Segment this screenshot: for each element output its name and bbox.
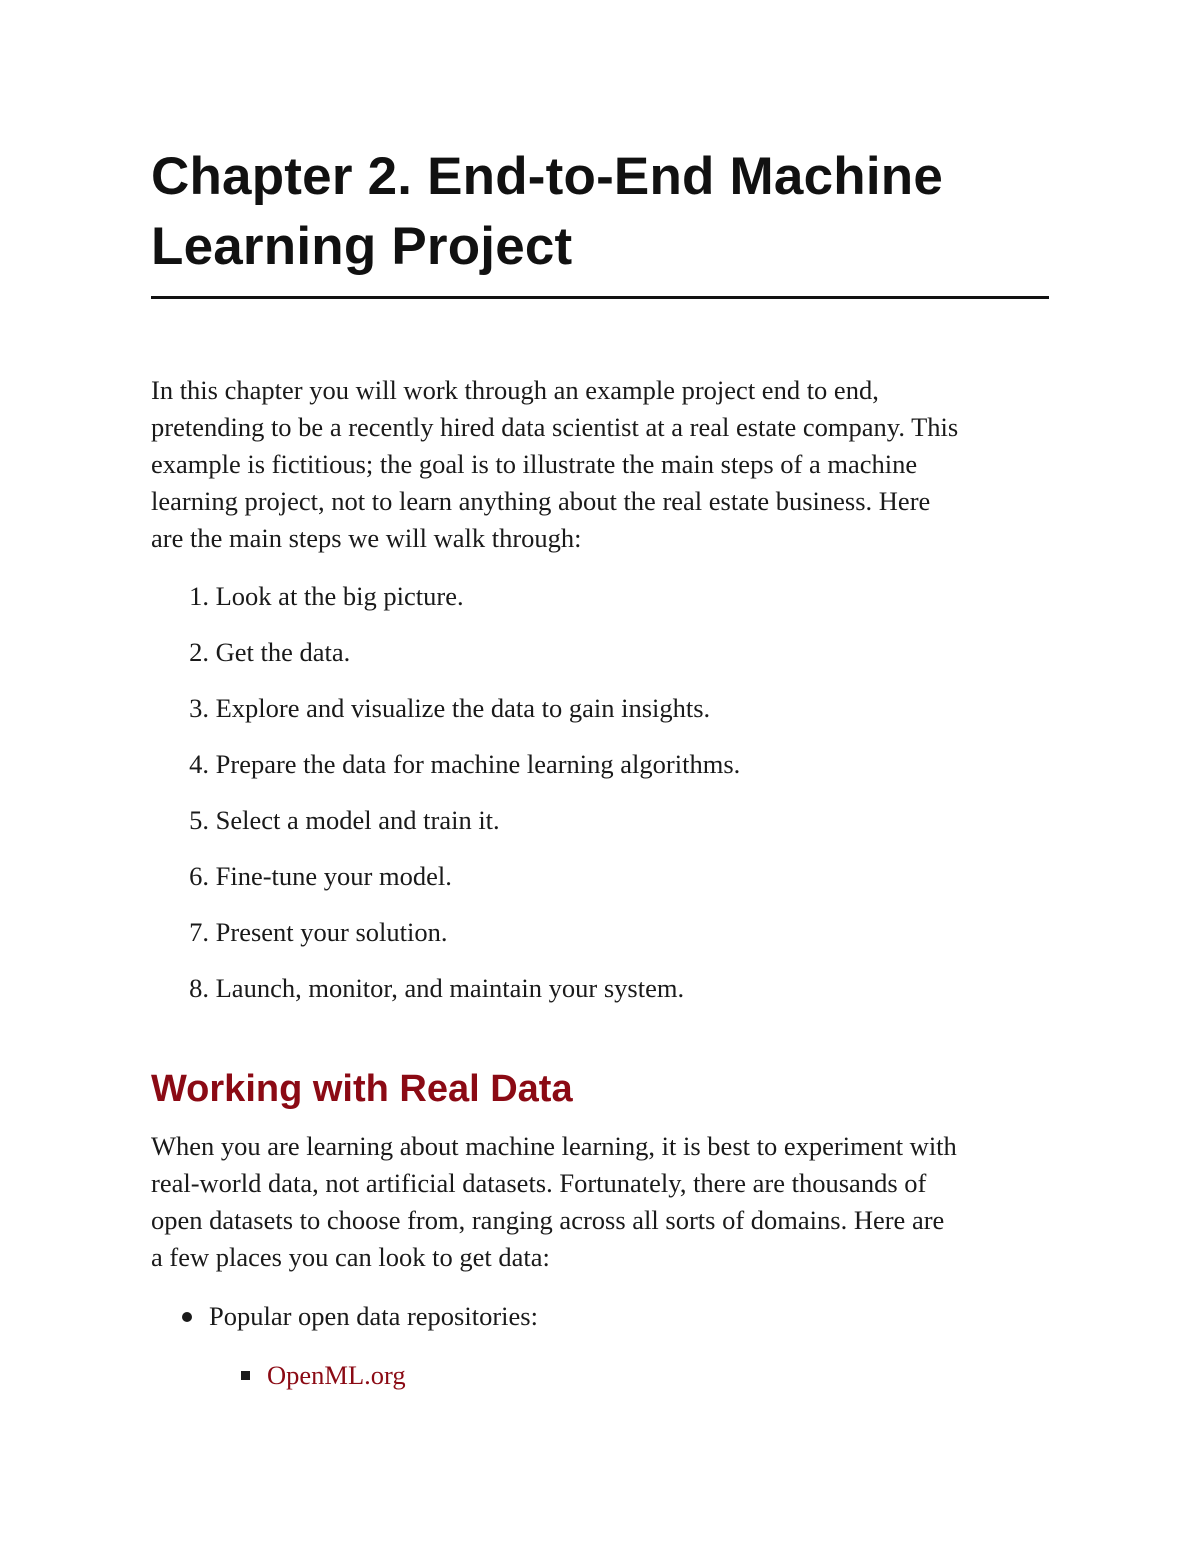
intro-line: are the main steps we will walk through: <box>151 523 582 553</box>
intro-line: example is fictitious; the goal is to illustrate the main steps of a machine <box>151 449 918 479</box>
step-item <box>151 802 1049 858</box>
disc-bullet-icon <box>182 1312 192 1322</box>
step-number: 4. <box>189 749 209 779</box>
step-number: 8. <box>189 973 209 1003</box>
step-item <box>151 970 1049 1026</box>
step-number: 2. <box>189 637 209 667</box>
chapter-title-line-1: Chapter 2. End-to-End Machine <box>151 147 944 206</box>
bullet-text: Popular open data repositories: <box>209 1301 538 1331</box>
section-line: When you are learning about machine learning, it is best to experiment with <box>151 1131 957 1161</box>
step-item <box>151 914 1049 970</box>
steps-list <box>151 578 1049 1026</box>
title-divider <box>151 296 1049 299</box>
step-item <box>151 634 1049 690</box>
step-text: Present your solution. <box>215 917 448 947</box>
step-text: Prepare the data for machine learning algorithms. <box>215 749 741 779</box>
openml-link[interactable]: OpenML.org <box>267 1360 406 1390</box>
step-text: Look at the big picture. <box>215 581 464 611</box>
step-number: 3. <box>189 693 209 723</box>
step-text: Explore and visualize the data to gain insights. <box>215 693 711 723</box>
step-text: Fine-tune your model. <box>215 861 452 891</box>
section-paragraph <box>151 1128 1049 1276</box>
intro-line: pretending to be a recently hired data scientist at a real estate company. This <box>151 412 959 442</box>
intro-line: learning project, not to learn anything about the real estate business. Here <box>151 486 931 516</box>
step-item <box>151 746 1049 802</box>
step-item <box>151 578 1049 634</box>
step-text: Launch, monitor, and maintain your system. <box>215 973 685 1003</box>
step-text: Get the data. <box>215 637 351 667</box>
step-number: 1. <box>189 581 209 611</box>
section-line: open datasets to choose from, ranging across all sorts of domains. Here are <box>151 1205 945 1235</box>
chapter-title-line-2: Learning Project <box>151 217 573 276</box>
step-text: Select a model and train it. <box>215 805 500 835</box>
step-item <box>151 858 1049 914</box>
step-item <box>151 690 1049 746</box>
section-heading: Working with Real Data <box>151 1068 573 1110</box>
step-number: 5. <box>189 805 209 835</box>
section-line: a few places you can look to get data: <box>151 1242 550 1272</box>
chapter-title <box>151 142 1049 282</box>
intro-line: In this chapter you will work through an example project end to end, <box>151 375 879 405</box>
square-bullet-icon <box>241 1371 250 1380</box>
intro-paragraph <box>151 372 1049 557</box>
step-number: 7. <box>189 917 209 947</box>
section-line: real-world data, not artificial datasets. Fortunately, there are thousands of <box>151 1168 927 1198</box>
step-number: 6. <box>189 861 209 891</box>
